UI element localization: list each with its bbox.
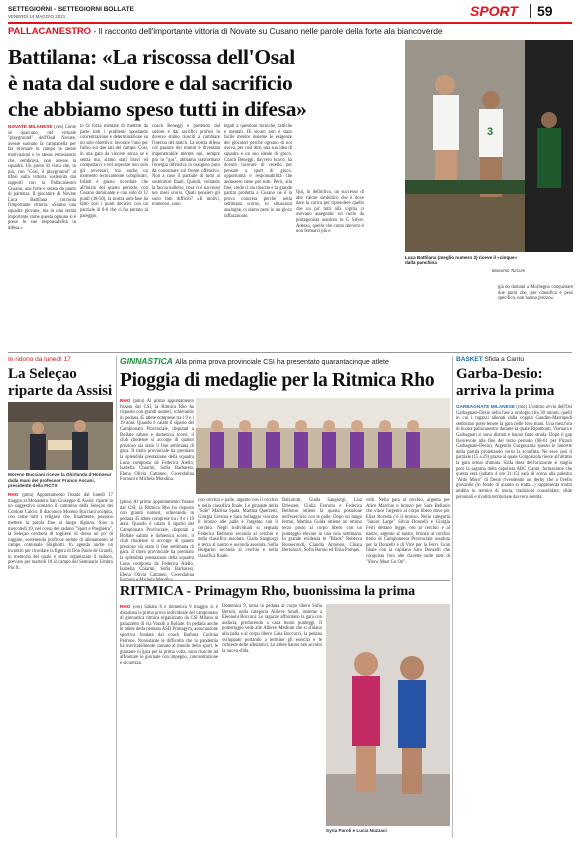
right-overline-line [456,356,572,363]
gymnasts-group-image [196,398,450,494]
right-overline: Sfida a Cantù [484,356,524,363]
main-photo-caption: Luca Battilana (meglio numero 3) riceve il «cinque» dalla panchina [405,255,518,266]
gym-column-1-text: (pmu) Al primo appuntamento fissato dal CSI, la Ritmica Rho ha risposto con grandi numeri, schierando in pedana 45 atlete comprese tra i 9 e i 19 anni. Quando è calato il sipario del Campionato Provinciale, disputati a Bollate sabato e domenica scorsi, il club rhodense si accorge di quanto prezioso sia stato il fine settimana di gara. Il titolo provinciale ha premiato la splendida prestazione della squadra Luna composta da Federica Aiello, Isabella Chiarini, Sofia Barbaresi, Elena Olivia Cattaneo, Gwendalina Fornoni e Michela Mondina. [120,399,194,483]
two-gymnasts-image [326,604,450,826]
main-title-line: è nata dal sudore e dal sacrificio [8,71,293,95]
main-photo [405,40,525,252]
right-title: Garba-Desio: arriva la prima [456,366,555,399]
rhythm-column-1-text: (ces) Sabato 8 e domenica 9 maggio si è disputata la prima prova individuale del campionato di ginnastica ritmica organizzato da CSI Milano al palazzetto di via Varalli a Bollate. In pedana anche le atlete della neonata ASD Primagym, associazione sportiva fondata dal coach Barbara Corinna Perrone. Nonostante le difficoltà che la pandemia ha inevitabilmente causato al mondo dello sport, le ginnaste in gara per la prima volta, sono riuscite ad affrontare le giornate con impegno, concentrazione e sicurezza. [120,605,219,666]
main-column-1 [8,124,76,348]
main-subhead: - Il racconto dell'importante vittoria di Novate su Cusano nelle parole della forte ala biancoverde [93,26,443,36]
basketball-players-image [405,40,525,252]
main-column-5: Qui, in definitiva, un successo di alto valore simbolico che è dove dare la carica per riprendere quello che un po' tutti alla vigilia ci avevano assegnato: un ruolo da protagonista assoluto in C Silver. Adesso, quello che conta davvero è non fermarci più e [296,190,364,235]
left-caption: Moreno Bucciani riceve la Ghirlanda d'Honneur dalla mani del professor Franco Ascani, presidente della FICTS [8,472,112,488]
rhythm-top-rule [120,580,450,581]
left-dateline: RHO [8,492,19,497]
rhythm-column-1 [120,604,218,838]
main-photo-bench [525,40,573,252]
gym-column-1b: (pmu) Al primo appuntamento fissato dal CSI, la Ritmica Rho ha risposto con grandi numeri, schierando in pedana 45 atlete comprese tra i 9 e i 19 anni. Quando è calato il sipario del Campionato Provinciale, disputati a Bollate sabato e domenica scorsi, il club rhodense si accorge di quanto prezioso sia stato il fine settimana di gara. Il titolo provinciale ha premiato la splendida prestazione della squadra Luna composta da Federica Aiello, Isabella Chiarini, Sofia Barbaresi, Elena Olivia Cattaneo, Gwendalina [120,500,194,578]
bench-image [525,40,573,252]
left-title: La Seleçao riparte da Assisi [8,366,113,399]
right-column-divider [452,356,453,838]
main-title-line: che abbiamo speso tutti in difesa» [8,97,307,121]
section-label: SPORT [470,3,518,19]
left-photo [8,402,113,470]
main-title-line: Battilana: «La riscossa dell'Osal [8,45,295,69]
main-column-1-text: (ces) Come se qualcuno, nel virtuale "playground" dell'Osal Novate, avesse suonato la campanella per far ritornare in campo le stesse motivazioni e lo stesso entusiasmo che, sembrava, non avesse la squadra. Un punto di vista che, in più, con "Cosí, il playground" ai tifosi sulla vittoria sostenuta dai rapporti con la Pallacanestro Cusano, una forte e serata da punto di partenza. Il giocatore di Novate Luca Battilana racconta l'importante vittoria: «Siamo una squadra giovane, ma in una serata importante come questa ognuno si è preso le sue responsabilità in difesa.» [8,125,76,231]
main-title [8,44,408,122]
page-number: 59 [537,3,553,19]
issue-date: VENERDÌ 14 MAGGIO 2021 [8,14,66,19]
rhythm-column-2: Domenica 9, torna in pedana al corpo libero Sofia Bertoli, nella categoria Allieve Small, insieme a Eleonora Boccuni. Le ragazze affrontano la gara con audacia, producendo a casa buoni punteggi. Il pomeriggio vede alle Allieve Medium che si sfidano alla palla e al corpo libero Gaia Boccucci, la pedana sviluppato portando a termine gli esercizi e le richieste delle allenatrici. Le atlete hanno ben accolto la nuova sfida. [222,604,322,654]
left-overline: In ridono da lunedì 17 [8,356,71,363]
right-body [456,404,572,838]
right-body-text: (rmo) L'ottimo avvio dell'Osl Garbagnate-Desio nella fase a orologio (fra 30 minuti, quelli in cui i ragazzi allenati dalla coppia Gaudini-Marrapodi sembrano poter tenere la gara nelle loro mani. Una mezz'ora di buona pallacanestro durante la quale Ripamonti, Vismara e Garbagnati si sono distinti e hanno fatto strada. Dopo il gap favorevole alla fine del terzo periodo (68-61 per Pizzoli Garbagnate-Desio), Argentin Gorgonzola spesso le lancette della partita proiettando verso la sconfitta. Ne esce così il parziale (15 a 29) grazie al quale Gorgonzola riesce all'ultimo la gara ormai sfumata. Sulla linea dell'orizzonte si staglia però la sagoma della capolista ABC Cantù, formazione che questa sera (sabato 4 ore 21:15) sarà di scena alla palestra "Aldo Moro" di Desio rivendendo un derby che a livello giovanile (in fondo di quanto si tratta...) rappresenta molto ambita in termini di storia, tradizioni consolidate, sfide personali e rivalità territoriale davvero sentita. [456,405,573,500]
header-rule [8,22,572,24]
main-photo-credit: Massimo Turconi [491,268,525,273]
gym-subhead-line [120,356,450,366]
gym-column-3: Balzarotti, Giada Sangiorgi, Lisa Driessen, Giulia Ferrario e Federica Bellomo ottiene la quarta posizione nell'esercizio con le palle. Dopo un lungo fermo, Martina Guida ottiene un ottimo terzo posto al corpo libero con un punteggio elevato in una sola settimana. In grande evidenza le "Black" Rebecca Bonsecondi, Claudia Antonon, Chiara Bertolozzi, Sofia Baroni ed Elisa Pompei. [282,498,362,554]
main-kicker: PALLACANESTRO [8,26,91,37]
svg-text:3: 3 [487,126,494,138]
gym-column-4: velli. Nella gara al cerchio, argento per Alice Marchio e bronzo per Sara Bellasio che vince l'argento al corpo libero dove per Elisa Roveda c'è il bronzo. Nella categoria "Junior Large" Silvia Donzelli e Giorgia Ferri dettano legge: oro al cerchio e al nastro, argento al nastro, bronzo al cerchio titolo di Campionessa Provinciale assoluta per la Donzelli e di Vice per la Ferri. Gran finale con la capitana Sara Donzelli che conquista l'oro alle clavette sulle note di "Show Must Go On". [366,498,450,565]
rhythm-photo-caption: Syria Paroli e Lucia Nuzzaci [326,828,387,833]
gym-column-1 [120,398,194,498]
rhythm-photo [326,604,450,826]
gym-subhead: Alla prima prova provinciale CSI ha presentato quarantacinque atlete [175,359,389,366]
gym-dateline: RHO [120,398,131,403]
main-subhead-line [8,26,578,37]
main-dateline: NOVATE MILANESE [8,124,53,129]
rhythm-dateline: RHO [120,604,131,609]
main-column-2: to fa forza mentale di mettere da parte tutti i problemi spostando concentrazione e determinazione su un solo obiettivo: lavorare l'uno per l'altro sul due lati del campo. Così, in una gara da vincere senza se e senza ma, siamo stati bravi ed compattarci e nel superare non solo gli avversari, ma anche un momento tecnicamente complicato. Infatti è giusto ricordare che all'inizio del quarto periodo, con Cusano dominante e con solo di 12 punti (38-50), la nostra anti-fase ha fatto così i punti decisivi con un parziale di 8-0 che ci ha portato al pareggio. [80,124,148,219]
main-column-4: legati a questioni tecniche, tattiche e mentali. Di sicuro non è stato facile mentre insieme le esigenze dei giocatori perché ognuno di noi aveva, per così dire, una sua idea di squadra e un suo ideale di gioco. Coach Beneggi, davvero bravo, ha dovuto lavorare di cesello per pensare a sport di gioco, opportunità e responsabilità che andassero bene per tutti. Però, alla fine, credo ci sia riuscito e la grande partita prodotta a Cusano ne è la prova concreta perché nella settimana scorse, in situazioni analoghe, ci siamo persi in un gioco raffazzonato. [224,124,292,219]
left-column-divider [116,356,117,838]
left-body [8,492,113,838]
award-ceremony-image [8,402,113,470]
right-dateline: GARBAGNATE MILANESE [456,404,515,409]
gym-photo [196,398,450,494]
gym-kicker: GINNASTICA [120,356,173,366]
rhythm-title: RITMICA - Primagym Rho, buonissima la prima [120,584,416,599]
publication-name: SETTEGIORNI - SETTEGIORNI BOLLATE [8,6,134,13]
gym-column-2: con cerchio e palle, argento con il cerchio e nella classifica finale. Le ginnaste della "Sole" Martina Spata, Martina Querzetti, Giorgia Cresina e Sara Sollaggio vincono il bronzo alle palle e l'argento con il cerchio. Negli individuali si segnala Federica Bellomo seconda al cerchio e nella classifica assoluta. Giada Sangiorgi è terza al nastro e seconda assoluta. Sofia Bulgarini seconda al cerchio e nella classifica finale. [198,498,278,559]
section-divider [8,352,572,353]
gym-title: Pioggia di medaglie per la Ritmica Rho [120,370,435,391]
main-column-3: coach Beneggi e partendo dal sudore e dai sacrifici profusi in diverso stamo riusciti a cambiare l'inerzia del match. La nostra difesa col passare dei minuti è diventata impenetrabile mentre noi, sempre più in "gas", abbiamo trasformato l'energia difensiva in ossigeno puro da consumare sul fronte offensivo. Non a caso il parziale di tutto ai sostenitori finali. Quindi, voltando la faccia indietro, cosa vi è successo nei mesi scorsi. Quali pensieri gli sono fatti difficili? «Il motivi, numerosi, sono [152,124,220,208]
header-separator [530,4,531,18]
left-body-text: (pmu) Appuntamento fissato dal lunedì 17 maggio al Monastero San Giuseppe di Assisi: riparte in un suggestivo scenario il cammino della Seleçao dei Cordoni Calcio. Il diaconice Moreno Bucciani scolpita, con come tutti i religiosi che, finalmente, possono mettere la parola fine al lungo digiuno. Sino a mercoledì 19, nel corso del raduno "Sport e Preghiera", la Seleçao cercherà di togliersi di dosso un po' di ruggine, sostenendo proficue sedute di allenamento al campo comunale Sbigliotti. In agenda anche un incontro per ricordare la figura di Don Paolo de Grandi, in memoria del quale è stato organizzato il raduno, previsto per martedì 18 al campo del Seminario Umbro Pio X. [8,493,113,571]
right-kicker: BASKET [456,356,483,363]
main-column-6: già do domani a Morbegno conquistare due punti che, per classifica e peso specifico, non hanno prezzo». [498,285,573,302]
